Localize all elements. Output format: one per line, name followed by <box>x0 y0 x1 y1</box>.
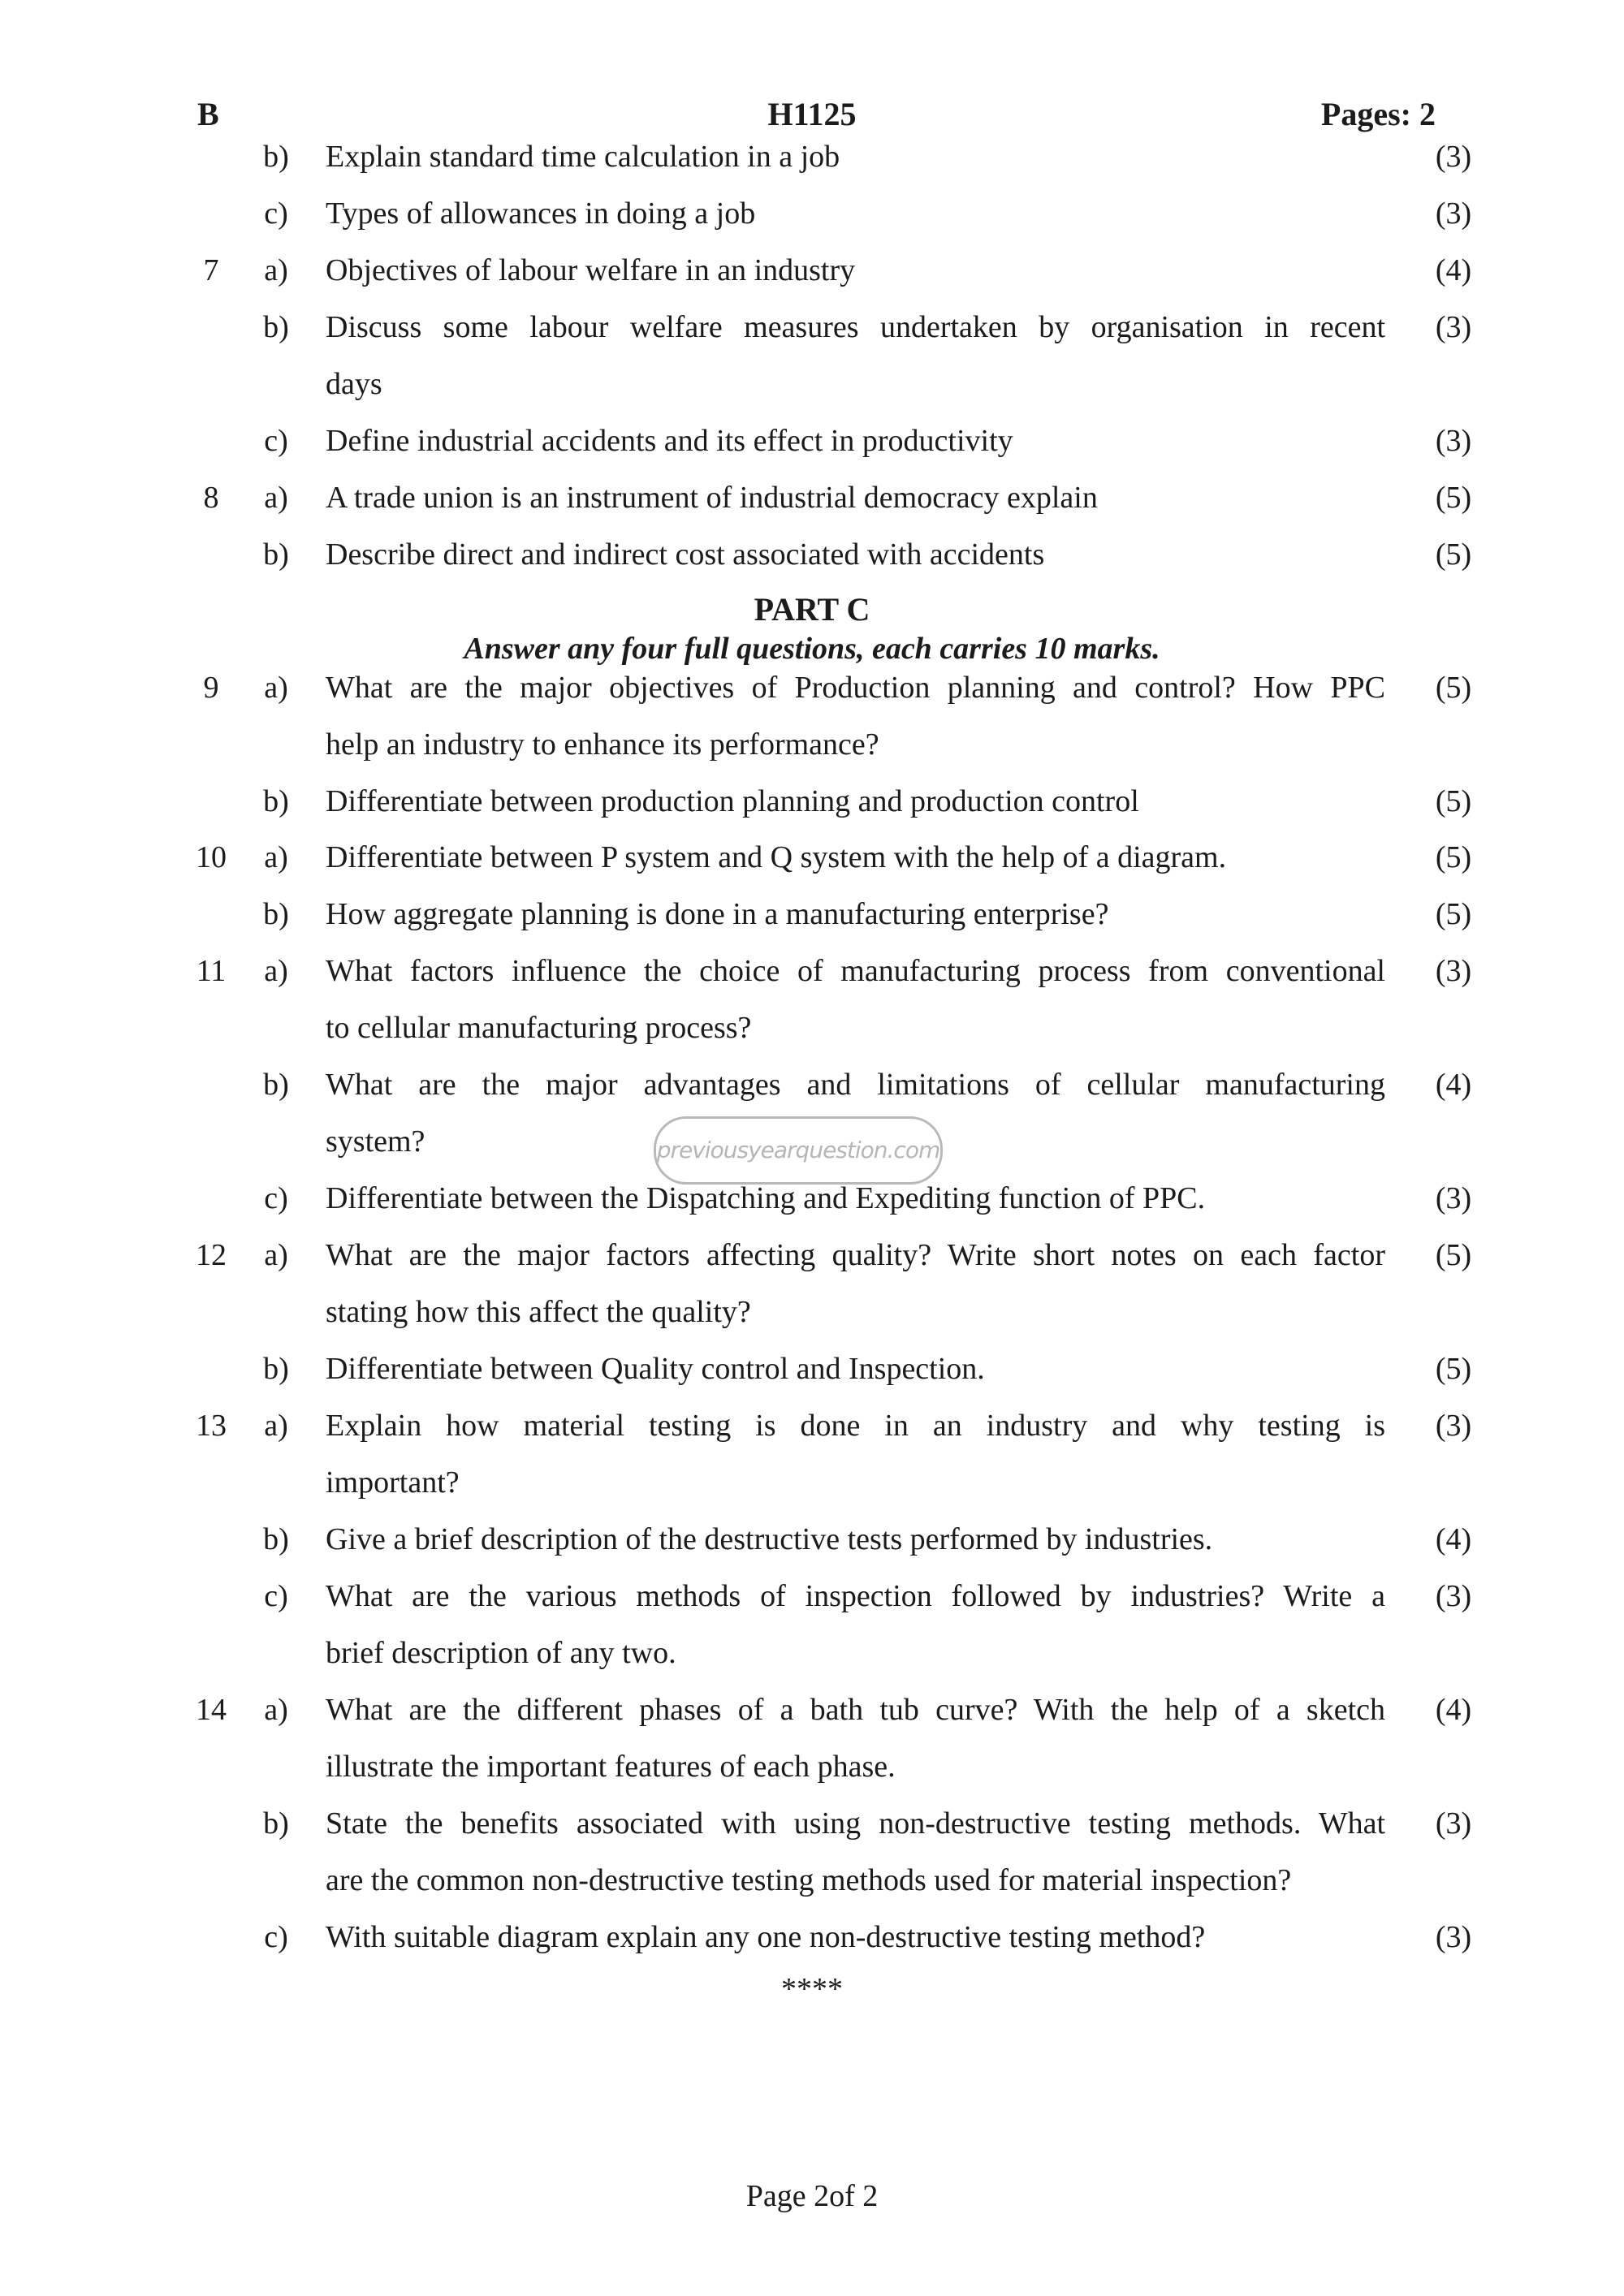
marks: (3) <box>1435 1806 1472 1841</box>
header-pages: Pages: 2 <box>1320 96 1436 132</box>
sub-label: c) <box>264 1579 288 1613</box>
end-marker: **** <box>781 1972 843 2006</box>
sub-label: b) <box>263 140 289 174</box>
page-footer: Page 2of 2 <box>745 2179 879 2213</box>
sub-label: c) <box>264 196 288 231</box>
question-text-line2: help an industry to enhance its performance? <box>326 727 879 762</box>
sub-label: c) <box>264 1181 288 1215</box>
question-number: 14 <box>196 1693 227 1727</box>
sub-label: a) <box>264 1409 288 1443</box>
question-text-line1: What are the major objectives of Production planning and control? How PPC <box>326 671 1385 705</box>
sub-label: b) <box>263 784 289 818</box>
watermark-logo: previousyearquestion.com <box>654 1116 943 1185</box>
question-text-line2: illustrate the important features of each phase. <box>326 1750 896 1784</box>
question-text-line2: brief description of any two. <box>326 1636 676 1670</box>
sub-label: a) <box>264 840 288 874</box>
header-series: B <box>197 96 219 132</box>
question-number: 10 <box>196 840 227 874</box>
marks: (5) <box>1435 1238 1472 1272</box>
question-text-line1: What are the major advantages and limitations of cellular manufacturing <box>326 1068 1385 1102</box>
marks: (4) <box>1435 253 1472 287</box>
header-code: H1125 <box>767 96 857 132</box>
question-text: Differentiate between P system and Q system with the help of a diagram. <box>326 840 1227 874</box>
question-text: A trade union is an instrument of industrial democracy explain <box>326 481 1098 515</box>
marks: (5) <box>1435 1352 1472 1386</box>
question-text: Give a brief description of the destructive tests performed by industries. <box>326 1522 1213 1556</box>
sub-label: a) <box>264 1238 288 1272</box>
question-text-line1: What are the various methods of inspection followed by industries? Write a <box>326 1579 1385 1613</box>
marks: (3) <box>1435 196 1472 231</box>
question-text: Differentiate between the Dispatching and Expediting function of PPC. <box>326 1181 1206 1215</box>
marks: (5) <box>1435 481 1472 515</box>
question-text-line2: are the common non-destructive testing methods used for material inspection? <box>326 1863 1292 1897</box>
question-text: Types of allowances in doing a job <box>326 196 756 231</box>
part-c-title: PART C <box>754 591 870 628</box>
sub-label: a) <box>264 1693 288 1727</box>
question-number: 12 <box>196 1238 227 1272</box>
marks: (3) <box>1435 1920 1472 1954</box>
question-text-line1: State the benefits associated with using non-destructive testing methods. What <box>326 1806 1385 1841</box>
question-text-line1: Explain how material testing is done in an industry and why testing is <box>326 1409 1385 1443</box>
question-text: Describe direct and indirect cost associated with accidents <box>326 537 1045 572</box>
sub-label: b) <box>263 897 289 931</box>
question-number: 9 <box>203 671 219 705</box>
marks: (5) <box>1435 897 1472 931</box>
marks: (5) <box>1435 671 1472 705</box>
marks: (5) <box>1435 537 1472 572</box>
question-text: Differentiate between production planning and production control <box>326 784 1139 818</box>
marks: (3) <box>1435 140 1472 174</box>
marks: (3) <box>1435 310 1472 344</box>
question-text: Objectives of labour welfare in an industry <box>326 253 856 287</box>
sub-label: b) <box>263 537 289 572</box>
sub-label: c) <box>264 1920 288 1954</box>
question-text-line1: What factors influence the choice of manufacturing process from conventional <box>326 954 1385 988</box>
part-c-instruction: Answer any four full questions, each carries 10 marks. <box>464 632 1160 666</box>
sub-label: a) <box>264 671 288 705</box>
question-text-line1: Discuss some labour welfare measures undertaken by organisation in recent <box>326 310 1385 344</box>
sub-label: a) <box>264 253 288 287</box>
question-text-line1: What are the different phases of a bath tub curve? With the help of a sketch <box>326 1693 1385 1727</box>
question-text: Differentiate between Quality control and Inspection. <box>326 1352 985 1386</box>
marks: (4) <box>1435 1522 1472 1556</box>
question-text-line1: What are the major factors affecting quality? Write short notes on each factor <box>326 1238 1385 1272</box>
question-number: 8 <box>203 481 219 515</box>
question-text: With suitable diagram explain any one non-destructive testing method? <box>326 1920 1206 1954</box>
sub-label: b) <box>263 310 289 344</box>
marks: (5) <box>1435 784 1472 818</box>
question-text-line2: stating how this affect the quality? <box>326 1295 751 1329</box>
sub-label: b) <box>263 1352 289 1386</box>
question-text: How aggregate planning is done in a manufacturing enterprise? <box>326 897 1109 931</box>
question-text-line2: to cellular manufacturing process? <box>326 1011 752 1045</box>
sub-label: a) <box>264 954 288 988</box>
question-number: 7 <box>203 253 219 287</box>
marks: (3) <box>1435 954 1472 988</box>
question-text: Explain standard time calculation in a job <box>326 140 840 174</box>
sub-label: b) <box>263 1806 289 1841</box>
question-text-line2: days <box>326 367 382 401</box>
sub-label: b) <box>263 1522 289 1556</box>
question-text-line2: system? <box>326 1124 425 1159</box>
question-number: 13 <box>196 1409 227 1443</box>
marks: (3) <box>1435 1579 1472 1613</box>
marks: (5) <box>1435 840 1472 874</box>
marks: (4) <box>1435 1068 1472 1102</box>
question-text: Define industrial accidents and its effect in productivity <box>326 424 1013 458</box>
marks: (3) <box>1435 1409 1472 1443</box>
marks: (3) <box>1435 1181 1472 1215</box>
sub-label: b) <box>263 1068 289 1102</box>
marks: (4) <box>1435 1693 1472 1727</box>
sub-label: c) <box>264 424 288 458</box>
sub-label: a) <box>264 481 288 515</box>
question-text-line2: important? <box>326 1465 460 1500</box>
marks: (3) <box>1435 424 1472 458</box>
question-number: 11 <box>196 954 227 988</box>
